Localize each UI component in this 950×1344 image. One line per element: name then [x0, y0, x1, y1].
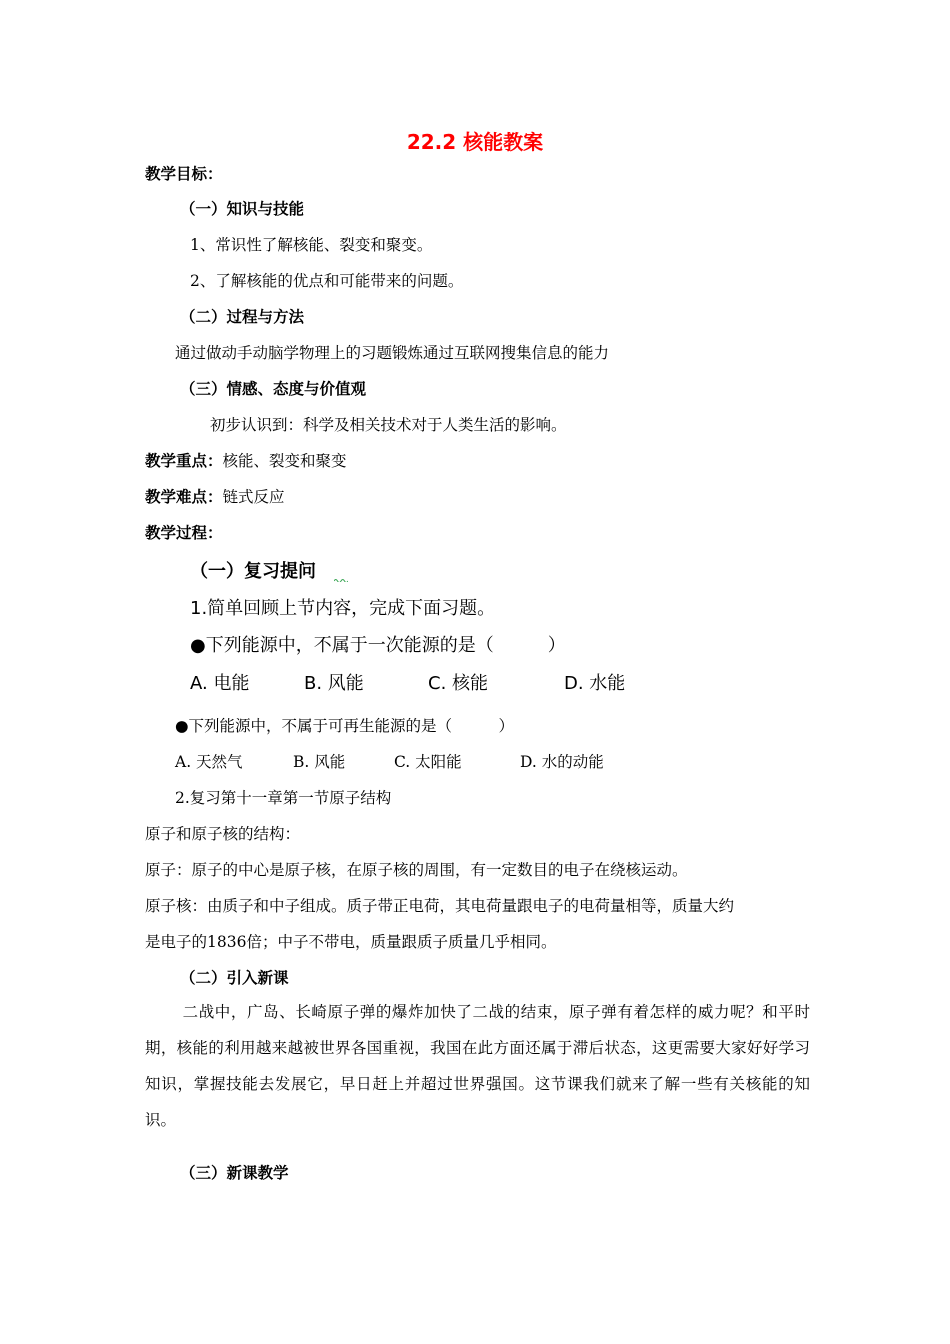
- review-question-2: 2.复习第十一章第一节原子结构: [175, 789, 392, 807]
- key-point-label: 教学重点：: [145, 452, 223, 470]
- process-text: 通过做动手动脑学物理上的习题锻炼通过互联网搜集信息的能力: [175, 344, 610, 362]
- new-lesson-heading: （三）新课教学: [180, 1164, 289, 1182]
- option-1-d: D. 水能: [564, 673, 626, 694]
- atom-heading: 原子和原子核的结构：: [145, 825, 301, 843]
- option-1-c: C. 核能: [428, 673, 489, 694]
- key-point-text: 核能、裂变和聚变: [222, 452, 347, 470]
- knowledge-item-2: 2、了解核能的优点和可能带来的问题。: [190, 272, 464, 290]
- process-heading: （二）过程与方法: [180, 308, 305, 326]
- option-2-a: A. 天然气: [175, 753, 243, 771]
- review-bullet-2: ●下列能源中，不属于可再生能源的是（ ）: [175, 717, 515, 735]
- review-bullet-1: ●下列能源中，不属于一次能源的是（ ）: [190, 635, 566, 656]
- document-title: 22.2 核能教案: [406, 130, 544, 154]
- option-1-b: B. 风能: [304, 673, 364, 694]
- difficulty-label: 教学难点：: [145, 488, 223, 506]
- option-2-d: D. 水的动能: [520, 753, 604, 771]
- option-1-a: A. 电能: [190, 673, 250, 694]
- option-2-c: C. 太阳能: [394, 753, 462, 771]
- intro-heading: （二）引入新课: [180, 969, 289, 987]
- nucleus-line-1: 原子核：由质子和中子组成。质子带正电荷，其电荷量跟电子的电荷量相等，质量大约: [145, 897, 735, 915]
- options-1: [190, 673, 625, 695]
- knowledge-item-1: 1、常识性了解核能、裂变和聚变。: [190, 236, 433, 254]
- key-point: [145, 451, 347, 471]
- options-2: [175, 752, 604, 772]
- intro-paragraph-text: 二战中，广岛、长崎原子弹的爆炸加快了二战的结束，原子弹有着怎样的威力呢？和平时期，核能的利用越来越被世界各国重视，我国在此方面还属于滞后状态，这更需要大家好好学习知识，掌握技能去发展它，早日赶上并超过世界强国。这节课我们就来了解一些有关核能的知识。: [145, 1003, 810, 1129]
- knowledge-heading: （一）知识与技能: [180, 200, 305, 218]
- atom-line: 原子：原子的中心是原子核，在原子核的周围，有一定数目的电子在绕核运动。: [145, 861, 688, 879]
- procedure-heading: 教学过程：: [145, 524, 223, 542]
- goals-heading: 教学目标：: [145, 165, 223, 183]
- intro-paragraph: [145, 994, 810, 1138]
- difficulty-text: 链式反应: [222, 488, 285, 506]
- option-2-b: B. 风能: [293, 753, 346, 771]
- nucleus-line-2: 是电子的1836倍；中子不带电，质量跟质子质量几乎相同。: [145, 933, 557, 951]
- spellcheck-squiggle: [334, 578, 348, 582]
- review-heading: （一）复习提问: [190, 561, 316, 582]
- difficulty: [145, 487, 285, 507]
- emotion-text: 初步认识到：科学及相关技术对于人类生活的影响。: [210, 416, 567, 434]
- emotion-heading: （三）情感、态度与价值观: [180, 380, 367, 398]
- review-question-1: 1.简单回顾上节内容，完成下面习题。: [190, 598, 496, 619]
